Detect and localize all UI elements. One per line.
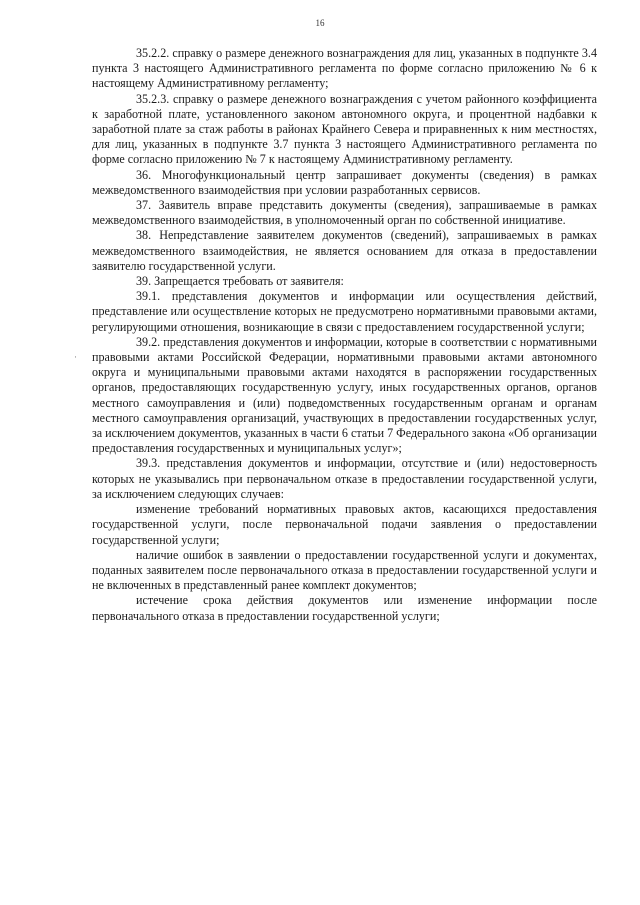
paragraph-38: 38. Непредставление заявителем документов (сведений), запрашиваемых в рамках межведомственного взаимодействия, не является основанием для отказа в предоставлении заявителю государственной услуги. (92, 228, 597, 273)
paragraph-39-1: 39.1. представления документов и информации или осуществления действий, представление или осуществление которых не предусмотрено нормативными правовыми актами, регулирующими отношения, возникающие в связи с предоставлением государственной услуги; (92, 289, 597, 334)
document-body (92, 46, 597, 624)
paragraph-37: 37. Заявитель вправе представить документы (сведения), запрашиваемые в рамках межведомственного взаимодействия, в уполномоченный орган по собственной инициативе. (92, 198, 597, 228)
paragraph-case-1: изменение требований нормативных правовых актов, касающихся предоставления государственной услуги, после первоначальной подачи заявления о предоставлении государственной услуги; (92, 502, 597, 547)
paragraph-39-2: 39.2. представления документов и информации, которые в соответствии с нормативными правовыми актами Российской Федерации, нормативными правовыми актами автономного округа и муниципальными правовыми актами находятся в распоряжении государственных органов, предоставляющих государственную услугу, иных государственных органов, органов местного самоуправления и (или) подведомственных государственным органам и органам местного самоуправления организаций, участвующих в предоставлении государственных услуг, за исключением документов, указанных в части 6 статьи 7 Федерального закона «Об организации предоставления государственных и муниципальных услуг»; (92, 334, 597, 456)
paragraph-case-3: истечение срока действия документов или изменение информации после первоначального отказа в предоставлении государственной услуги; (92, 593, 597, 623)
paragraph-35-2-2: 35.2.2. справку о размере денежного вознаграждения для лиц, указанных в подпункте 3.4 пункта 3 настоящего Административного регламента по форме согласно приложению № 6 к настоящему Административному регламенту; (92, 46, 597, 91)
paragraph-36: 36. Многофункциональный центр запрашивает документы (сведения) в рамках межведомственного взаимодействия при условии разработанных сервисов. (92, 167, 597, 197)
paragraph-case-2: наличие ошибок в заявлении о предоставлении государственной услуги и документах, поданных заявителем после первоначального отказа в предоставлении государственной услуги и не включенных в представленный ранее комплект документов; (92, 547, 597, 593)
paragraph-39: 39. Запрещается требовать от заявителя: (136, 274, 344, 289)
paragraph-39-3: 39.3. представления документов и информации, отсутствие и (или) недостоверность которых не указывались при первоначальном отказе в предоставлении государственной услуги, за исключением следующих случаев: (92, 456, 597, 501)
margin-mark: · (74, 352, 77, 362)
page-number: 16 (315, 18, 325, 28)
paragraph-35-2-3: 35.2.3. справку о размере денежного вознаграждения с учетом районного коэффициента к заработной плате, установленного законом автономного округа, и процентной надбавки к заработной плате за стаж работы в районах Крайнего Севера и приравненных к ним местностях, для лиц, указанных в подпункте 3.7 пункта 3 настоящего Административного регламента по форме согласно приложению № 7 к настоящему Административному регламенту. (92, 91, 597, 167)
